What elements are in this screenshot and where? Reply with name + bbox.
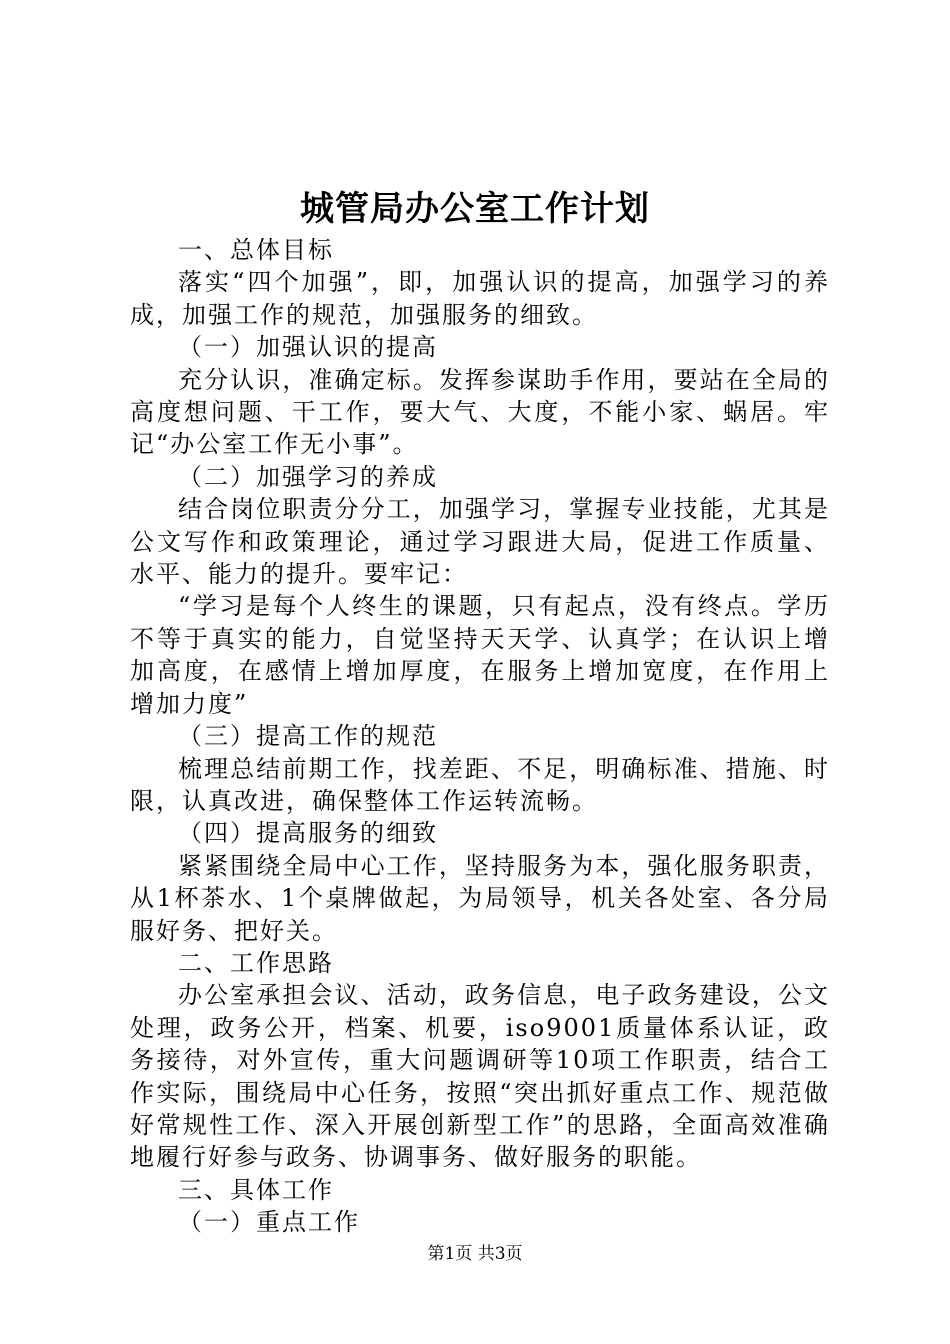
document-title: 城管局办公室工作计划 [300,189,650,229]
subheading-service: （四）提高服务的细致 [178,819,438,848]
paragraph-learning-quote: “学习是每个人终生的课题，只有起点，没有终点。学历不等于真实的能力，自觉坚持天天学、认真学；在认识上增加高度，在感情上增加厚度，在服务上增加宽度，在作用上增加力度” [130,592,830,718]
subheading-learning: （二）加强学习的养成 [178,462,438,491]
document-body [130,234,830,1239]
subheading-awareness: （一）加强认识的提高 [178,333,438,362]
paragraph-awareness: 充分认识，准确定标。发挥参谋助手作用，要站在全局的高度想问题、干工作，要大气、大度，不能小家、蜗居。牢记“办公室工作无小事”。 [130,365,830,459]
paragraph-standardization: 梳理总结前期工作，找差距、不足，明确标准、措施、时限，认真改进，确保整体工作运转流畅。 [130,754,830,815]
paragraph-service: 紧紧围绕全局中心工作，坚持服务为本，强化服务职责，从1杯茶水、1个桌牌做起，为局领导，机关各处室、各分局服好务、把好关。 [130,851,830,945]
subheading-key-work: （一）重点工作 [178,1208,360,1237]
section-heading-work-approach: 二、工作思路 [178,948,334,977]
section-heading-specific-work: 三、具体工作 [178,1175,334,1204]
paragraph-work-approach: 办公室承担会议、活动，政务信息，电子政务建设，公文处理，政务公开，档案、机要，iso9001质量体系认证，政务接待，对外宣传，重大问题调研等10项工作职责，结合工作实际，围绕局中心任务，按照“突出抓好重点工作、规范做好常规性工作、深入开展创新型工作”的思路，全面高效准确地履行好参与政务、协调事务、做好服务的职能。 [130,981,830,1172]
page-number-footer: 第1页 共3页 [427,1244,523,1264]
paragraph-learning: 结合岗位职责分分工，加强学习，掌握专业技能，尤其是公文写作和政策理论，通过学习跟进大局，促进工作质量、水平、能力的提升。要牢记： [130,495,830,589]
section-heading-overall-goal: 一、总体目标 [178,236,334,264]
paragraph-four-strengthen: 落实“四个加强”，即，加强认识的提高，加强学习的养成，加强工作的规范，加强服务的细致。 [130,268,830,329]
subheading-standardization: （三）提高工作的规范 [178,722,438,751]
